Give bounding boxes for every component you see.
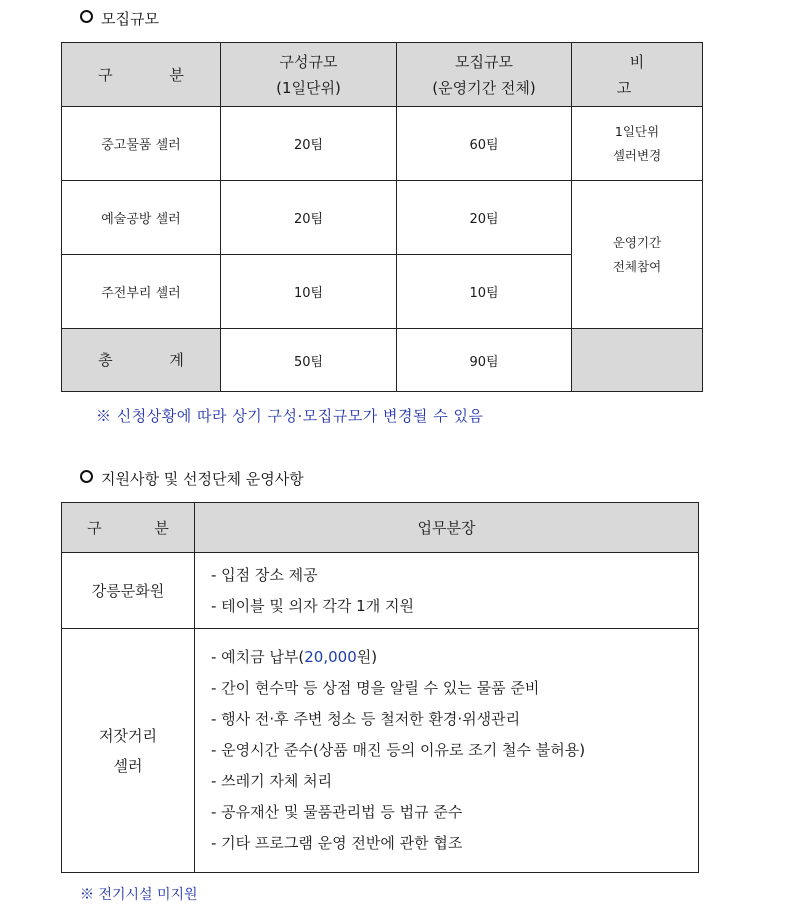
section2-heading: [80, 468, 304, 489]
row-category: 중고물품 셀러: [62, 107, 221, 181]
duty-item: - 쓰레기 자체 처리: [211, 772, 333, 790]
recruit-scale-table: [61, 42, 703, 392]
table-row: [62, 553, 699, 629]
header-category: 구 분: [62, 503, 195, 553]
total-label: 총 계: [62, 329, 221, 392]
header-composition: 구성규모 (1일단위): [221, 43, 397, 107]
section2-title: 지원사항 및 선정단체 운영사항: [101, 470, 304, 488]
org-duties: [195, 553, 699, 629]
duty-item: - 테이블 및 의자 각각 1개 지원: [211, 596, 414, 615]
section1-heading: [80, 8, 159, 29]
row-recruit: 10팀: [397, 255, 572, 329]
seller-name: 저잣거리 셀러: [62, 629, 195, 873]
header-category: 구 분: [62, 43, 221, 107]
circle-bullet-icon: [80, 470, 93, 483]
recruit-note: ※ 신청상황에 따라 상기 구성·모집규모가 변경될 수 있음: [96, 407, 484, 425]
support-table: [61, 502, 699, 873]
header-recruit: 모집규모 (운영기간 전체): [397, 43, 572, 107]
row-composition: 20팀: [221, 181, 397, 255]
duty-item: - 기타 프로그램 운영 전반에 관한 협조: [211, 834, 463, 852]
duty-item: - 행사 전·후 주변 청소 등 철저한 환경·위생관리: [211, 710, 521, 728]
recruit-header-row: [62, 43, 703, 107]
total-composition: 50팀: [221, 329, 397, 392]
total-remark: [572, 329, 703, 392]
row-category: 예술공방 셀러: [62, 181, 221, 255]
circle-bullet-icon: [80, 10, 93, 23]
row-category: 주전부리 셀러: [62, 255, 221, 329]
deposit-amount: 20,000: [304, 648, 357, 666]
row-remark: 1일단위 셀러변경: [572, 107, 703, 181]
header-remark: 비 고: [572, 43, 703, 107]
electricity-note: ※ 전기시설 미지원: [80, 887, 198, 903]
table-row: [62, 107, 703, 181]
duty-item: - 운영시간 준수(상품 매진 등의 이유로 조기 철수 불허용): [211, 741, 586, 759]
support-header-row: [62, 503, 699, 553]
total-row: [62, 329, 703, 392]
header-duties: 업무분장: [195, 503, 699, 553]
section1-title: 모집규모: [101, 10, 159, 28]
seller-duties: [195, 629, 699, 873]
duty-item: - 입점 장소 제공: [211, 565, 318, 584]
table-row: [62, 629, 699, 873]
row-composition: 10팀: [221, 255, 397, 329]
row-composition: 20팀: [221, 107, 397, 181]
row-recruit: 60팀: [397, 107, 572, 181]
duty-item: - 예치금 납부(20,000원): [211, 648, 378, 666]
row-recruit: 20팀: [397, 181, 572, 255]
org-name: 강릉문화원: [62, 553, 195, 629]
duty-item: - 간이 현수막 등 상점 명을 알릴 수 있는 물품 준비: [211, 679, 540, 697]
table-row: [62, 181, 703, 255]
duty-item: - 공유재산 및 물품관리법 등 법규 준수: [211, 803, 463, 821]
merged-remark: 운영기간 전체참여: [572, 181, 703, 329]
total-recruit: 90팀: [397, 329, 572, 392]
